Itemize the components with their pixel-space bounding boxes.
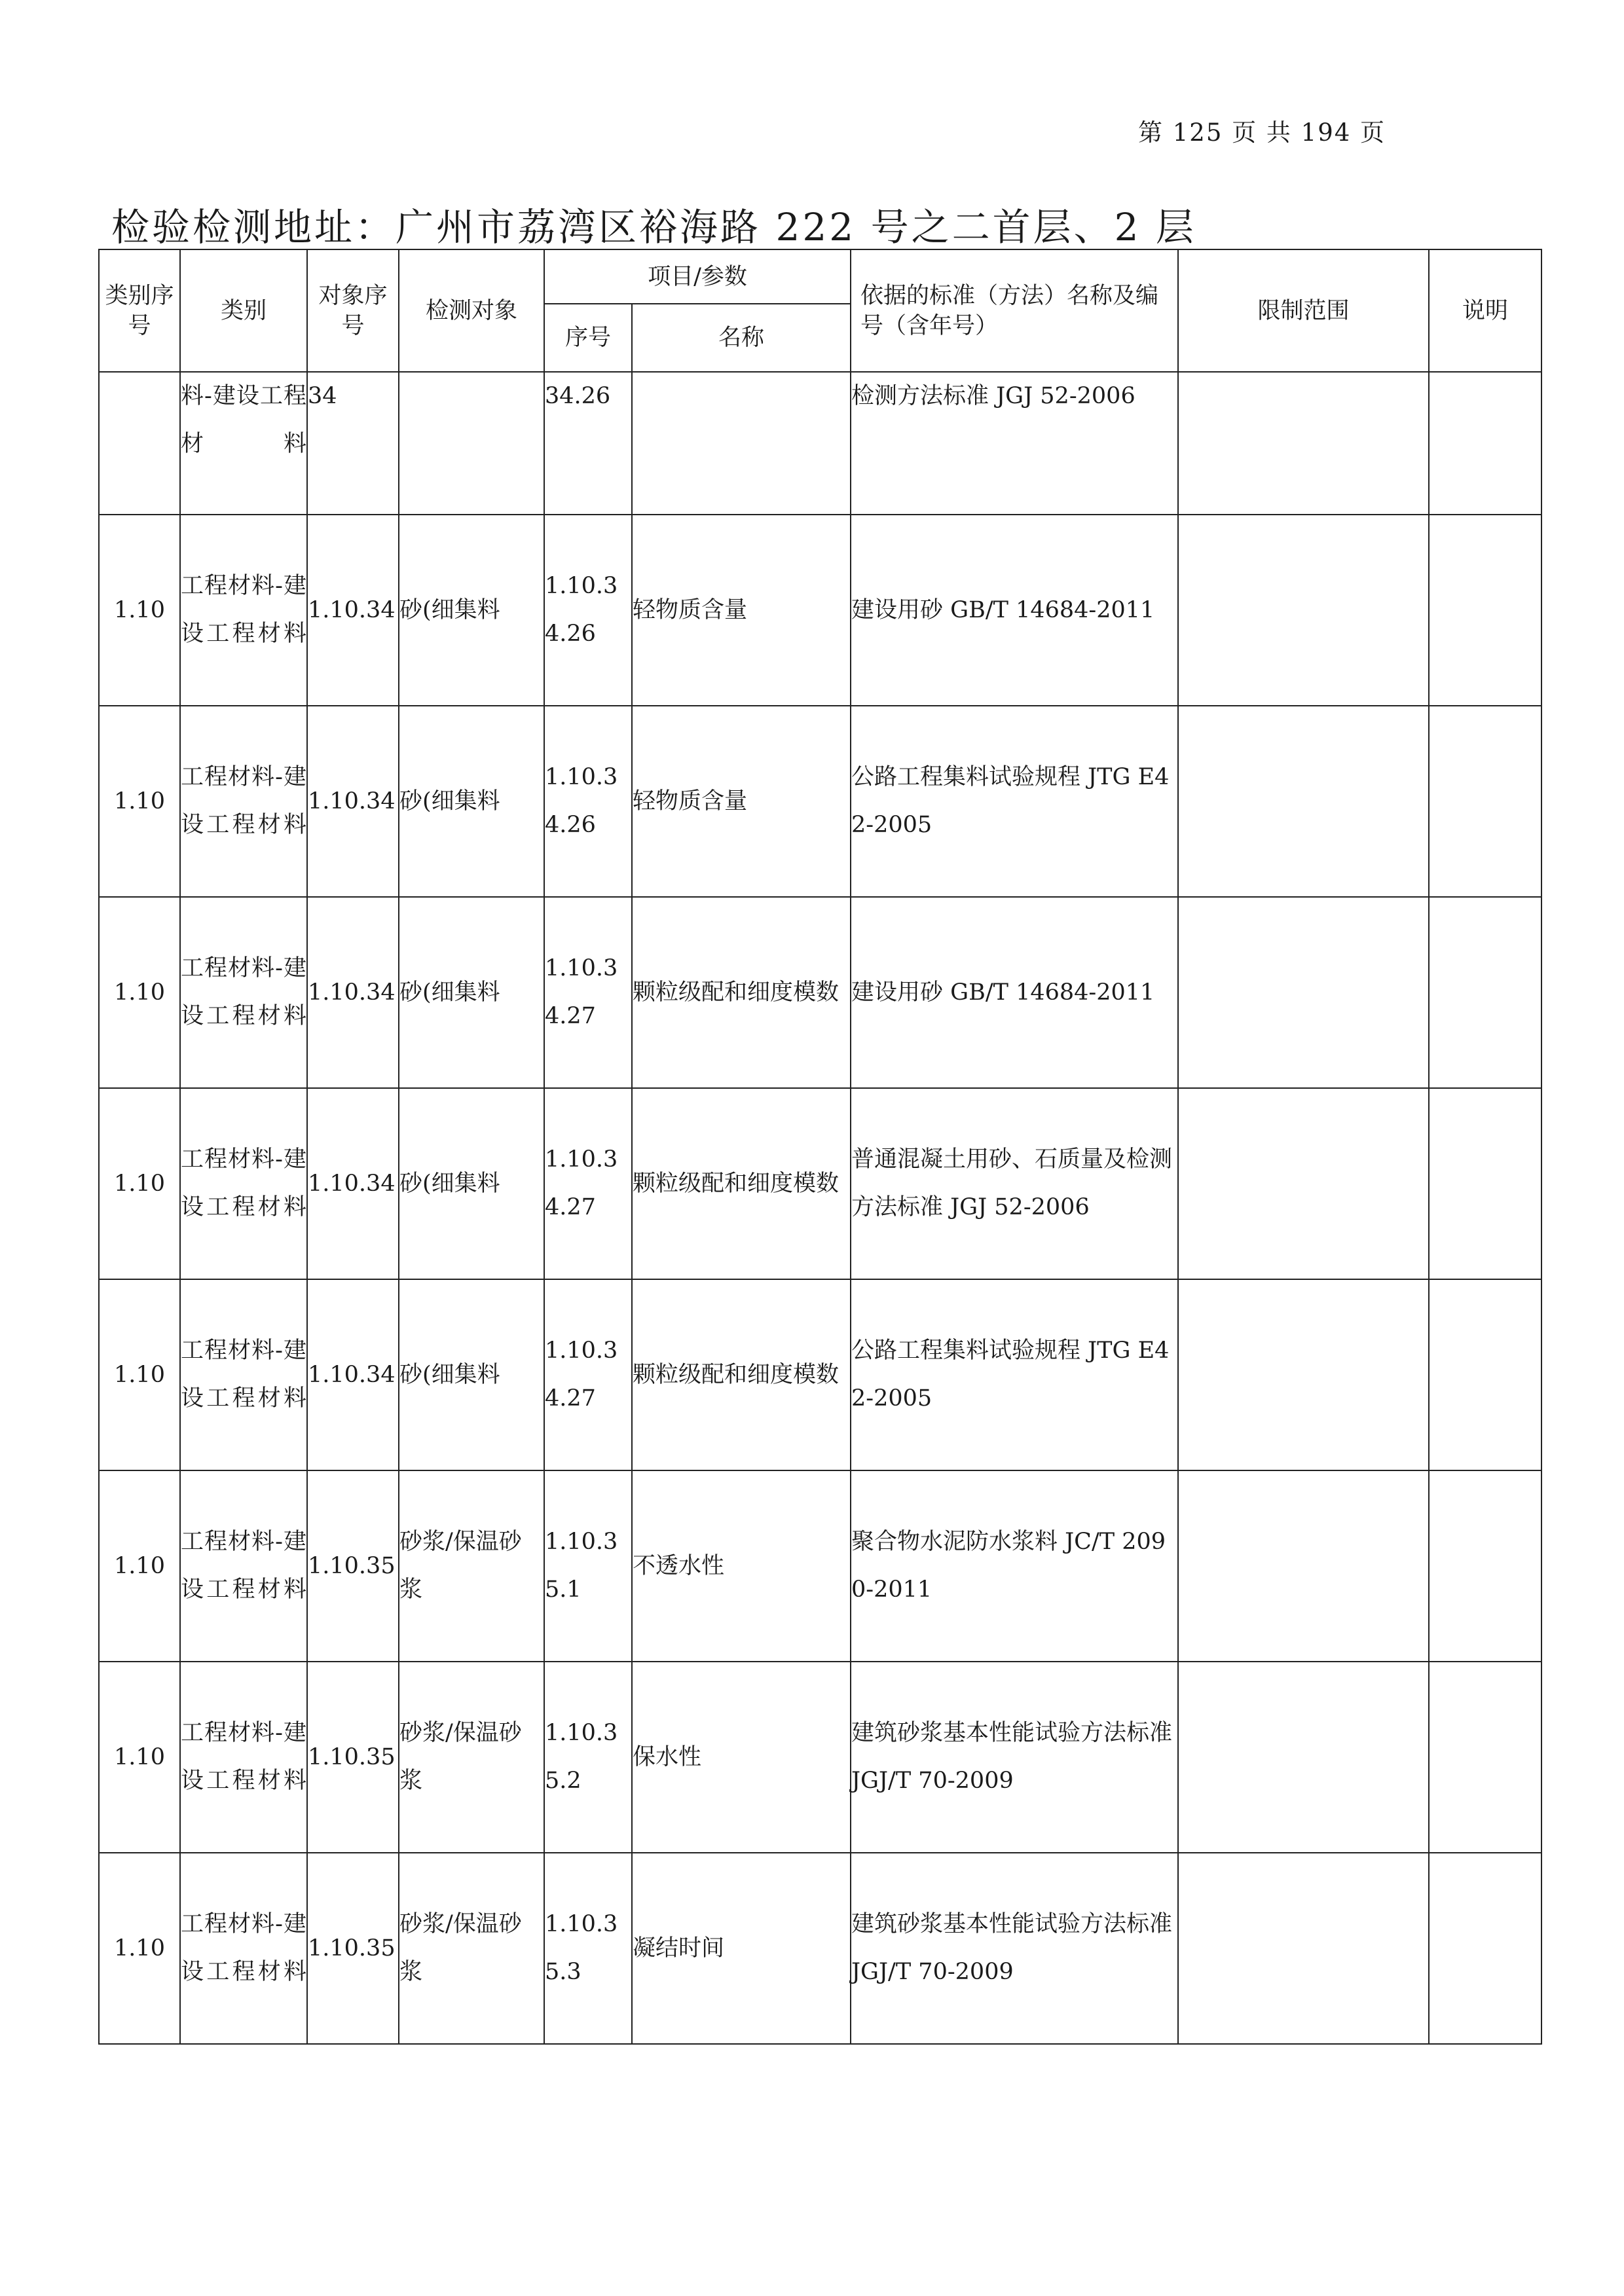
cell-note (1429, 1662, 1541, 1853)
cell-cat-no: 1.10 (99, 1470, 180, 1662)
cell-standard: 建筑砂浆基本性能试验方法标准 JGJ/T 70-2009 (851, 1853, 1178, 2044)
cell-seq: 1.10.34.27 (544, 1088, 632, 1279)
header-note: 说明 (1429, 249, 1541, 372)
cell-name: 颗粒级配和细度模数 (632, 1279, 851, 1470)
cell-category: 工程材料-建设工程材料 (180, 1470, 307, 1662)
cell-standard: 公路工程集料试验规程 JTG E42-2005 (851, 706, 1178, 897)
table-row (99, 515, 1541, 706)
table-row (99, 1853, 1541, 2044)
cell-object: 砂浆/保温砂浆 (399, 1470, 544, 1662)
cell-seq: 1.10.34.26 (544, 515, 632, 706)
cell-note (1429, 1853, 1541, 2044)
table-row (99, 1279, 1541, 1470)
cell-standard: 建筑砂浆基本性能试验方法标准 JGJ/T 70-2009 (851, 1662, 1178, 1853)
cell-seq: 34.26 (544, 372, 632, 515)
cell-obj-no: 1.10.34 (307, 515, 399, 706)
cell-name: 颗粒级配和细度模数 (632, 897, 851, 1088)
cell-cat-no (99, 372, 180, 515)
cell-category: 工程材料-建设工程材料 (180, 706, 307, 897)
cell-category: 工程材料-建设工程材料 (180, 897, 307, 1088)
cell-cat-no: 1.10 (99, 1662, 180, 1853)
table-row (99, 372, 1541, 515)
cell-obj-no: 1.10.35 (307, 1662, 399, 1853)
cell-seq: 1.10.35.3 (544, 1853, 632, 2044)
cell-obj-no: 1.10.34 (307, 1088, 399, 1279)
cell-object: 砂(细集料 (399, 706, 544, 897)
cell-name: 凝结时间 (632, 1853, 851, 2044)
cell-limit (1178, 897, 1429, 1088)
cell-seq: 1.10.34.27 (544, 1279, 632, 1470)
cell-obj-no: 1.10.35 (307, 1470, 399, 1662)
cell-object: 砂(细集料 (399, 1088, 544, 1279)
cell-obj-no: 34 (307, 372, 399, 515)
cell-object: 砂浆/保温砂浆 (399, 1853, 544, 2044)
table-row (99, 1662, 1541, 1853)
page-title: 检验检测地址：广州市荔湾区裕海路 222 号之二首层、2 层 (111, 205, 1196, 249)
cell-name: 不透水性 (632, 1470, 851, 1662)
cell-standard: 检测方法标准 JGJ 52-2006 (851, 372, 1178, 515)
cell-limit (1178, 1853, 1429, 2044)
cell-obj-no: 1.10.34 (307, 1279, 399, 1470)
cell-seq: 1.10.34.27 (544, 897, 632, 1088)
cell-object: 砂(细集料 (399, 515, 544, 706)
cell-name: 颗粒级配和细度模数 (632, 1088, 851, 1279)
cell-category: 工程材料-建设工程材料 (180, 1853, 307, 2044)
cell-name: 保水性 (632, 1662, 851, 1853)
cell-obj-no: 1.10.35 (307, 1853, 399, 2044)
cell-limit (1178, 1470, 1429, 1662)
cell-obj-no: 1.10.34 (307, 897, 399, 1088)
cell-category: 工程材料-建设工程材料 (180, 1662, 307, 1853)
cell-category: 工程材料-建设工程材料 (180, 515, 307, 706)
table-row (99, 1088, 1541, 1279)
cell-note (1429, 1279, 1541, 1470)
cell-standard: 聚合物水泥防水浆料 JC/T 2090-2011 (851, 1470, 1178, 1662)
cell-cat-no: 1.10 (99, 1088, 180, 1279)
cell-limit (1178, 1662, 1429, 1853)
cell-limit (1178, 1088, 1429, 1279)
cell-name: 轻物质含量 (632, 515, 851, 706)
cell-note (1429, 515, 1541, 706)
cell-category: 工程材料-建设工程材料 (180, 1088, 307, 1279)
header-standard: 依据的标准（方法）名称及编号（含年号） (851, 249, 1178, 372)
cell-note (1429, 1470, 1541, 1662)
cell-category: 工程材料-建设工程材料 (180, 1279, 307, 1470)
table-row (99, 706, 1541, 897)
header-obj-no: 对象序号 (307, 249, 399, 372)
cell-note (1429, 897, 1541, 1088)
header-project: 项目/参数 (544, 249, 851, 304)
cell-standard: 公路工程集料试验规程 JTG E42-2005 (851, 1279, 1178, 1470)
cell-limit (1178, 515, 1429, 706)
header-category: 类别 (180, 249, 307, 372)
cell-limit (1178, 1279, 1429, 1470)
cell-limit (1178, 706, 1429, 897)
cell-standard: 建设用砂 GB/T 14684-2011 (851, 897, 1178, 1088)
cell-name (632, 372, 851, 515)
cell-seq: 1.10.35.2 (544, 1662, 632, 1853)
cell-object: 砂浆/保温砂浆 (399, 1662, 544, 1853)
header-limit: 限制范围 (1178, 249, 1429, 372)
header-cat-no: 类别序号 (99, 249, 180, 372)
cell-standard: 建设用砂 GB/T 14684-2011 (851, 515, 1178, 706)
cell-object: 砂(细集料 (399, 897, 544, 1088)
cell-cat-no: 1.10 (99, 706, 180, 897)
header-name: 名称 (632, 304, 851, 372)
page-number: 第 125 页 共 194 页 (1138, 118, 1386, 147)
table-row (99, 1470, 1541, 1662)
cell-cat-no: 1.10 (99, 515, 180, 706)
cell-seq: 1.10.34.26 (544, 706, 632, 897)
cell-cat-no: 1.10 (99, 897, 180, 1088)
header-object: 检测对象 (399, 249, 544, 372)
cell-limit (1178, 372, 1429, 515)
cell-object (399, 372, 544, 515)
cell-note (1429, 372, 1541, 515)
cell-note (1429, 706, 1541, 897)
cell-category: 料-建设工程材料 (180, 372, 307, 515)
cell-standard: 普通混凝土用砂、石质量及检测方法标准 JGJ 52-2006 (851, 1088, 1178, 1279)
cell-cat-no: 1.10 (99, 1853, 180, 2044)
cell-name: 轻物质含量 (632, 706, 851, 897)
cell-object: 砂(细集料 (399, 1279, 544, 1470)
cell-note (1429, 1088, 1541, 1279)
cell-cat-no: 1.10 (99, 1279, 180, 1470)
header-seq: 序号 (544, 304, 632, 372)
cell-obj-no: 1.10.34 (307, 706, 399, 897)
table-row (99, 897, 1541, 1088)
scope-table (98, 249, 1542, 2045)
cell-seq: 1.10.35.1 (544, 1470, 632, 1662)
